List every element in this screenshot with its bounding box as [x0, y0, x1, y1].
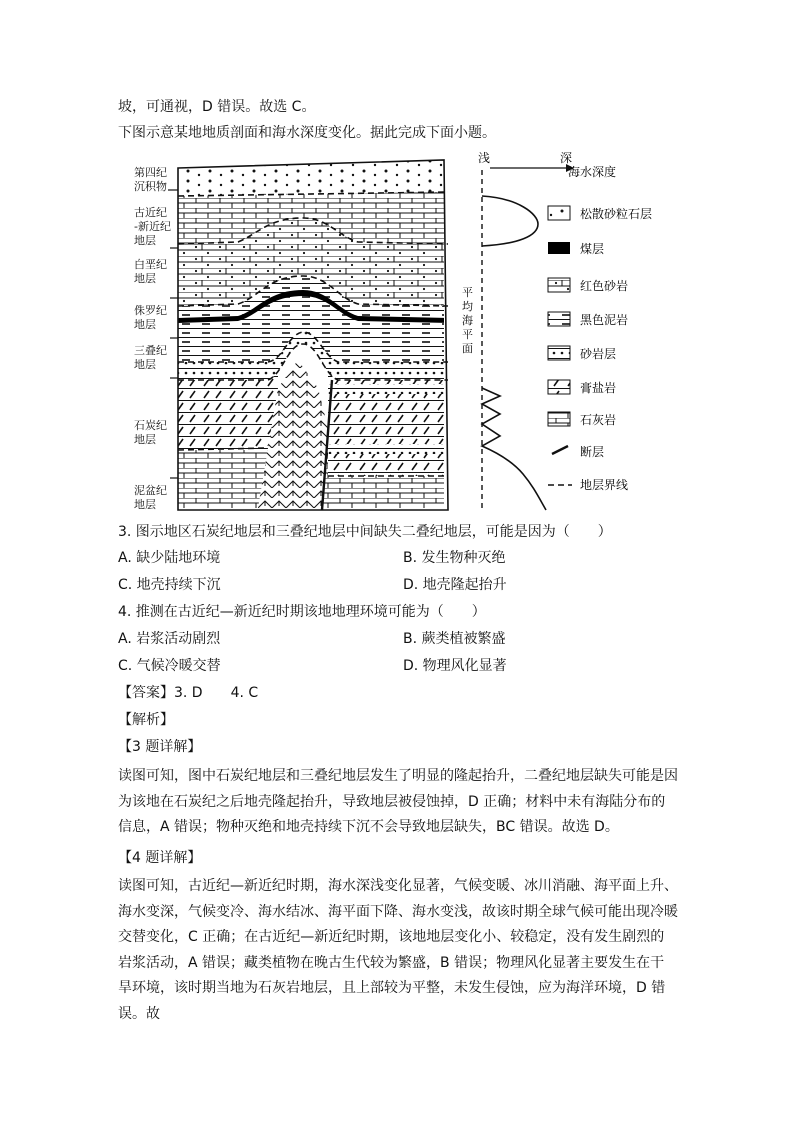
sea-level-label — [462, 286, 473, 355]
q3-option-a: A. 缺少陆地环境 — [118, 550, 221, 566]
q4-option-c: C. 气候冷暖交替 — [118, 658, 221, 674]
top-line: 坡，可通视，D 错误。故选 C。 — [118, 99, 316, 115]
label-carboniferous: 石炭纪地层 — [134, 419, 167, 446]
legend-item-red-sandstone — [548, 278, 628, 293]
svg-text:红色砂岩: 红色砂岩 — [580, 279, 629, 293]
q3-option-b: B. 发生物种灭绝 — [403, 550, 506, 566]
depth-shallow-label: 浅 — [478, 151, 491, 165]
legend-item-coal — [548, 241, 604, 256]
legend-item-fault — [552, 444, 604, 459]
svg-text:黑色泥岩: 黑色泥岩 — [580, 313, 629, 327]
label-paleogene: 古近纪-新近纪地层 — [134, 206, 171, 247]
intro-line: 下图示意某地地质剖面和海水深度变化。据此完成下面小题。 — [118, 125, 496, 141]
detail-4-body: 读图可知，古近纪—新近纪时期，海水深浅变化显著，气候变暖、冰川消融、海平面上升、海水变深，气候变冷、海水结冰、海平面下降、海水变浅，故该时期全球气候可能出现冷暖交替变化，C 正确；在古近纪—新近纪时期，该地地层变化小、较稳定，没有发生剧烈的岩浆活动，A 错误；藏类植物在晚古生代较为繁盛，B 错误；物理风化显著主要发生在干旱环境，该时期当地为石灰岩地层，且上部较为平整，未发生侵蚀，应为海洋环境，D 错误。故 — [118, 878, 678, 1022]
svg-text:断层: 断层 — [580, 445, 605, 459]
answer-line: 【答案】3. D 4. C — [118, 685, 259, 701]
svg-text:平: 平 — [462, 328, 473, 341]
geology-figure — [118, 148, 678, 520]
q3-option-c: C. 地壳持续下沉 — [118, 577, 221, 593]
legend-item-black-mudstone — [548, 312, 628, 327]
svg-text:面: 面 — [462, 342, 473, 355]
q3-option-d: D. 地壳隆起抬升 — [403, 577, 507, 593]
q3-stem: 3. 图示地区石炭纪地层和三叠纪地层中间缺失二叠纪地层，可能是因为（ ） — [118, 524, 612, 540]
depth-title: 海水深度 — [568, 165, 617, 179]
legend-item-gypsum — [548, 380, 616, 395]
svg-text:松散砂粒石层: 松散砂粒石层 — [580, 207, 653, 221]
q4-option-b: B. 蕨类植被繁盛 — [403, 631, 506, 647]
legend-item-limestone — [548, 412, 616, 427]
label-triassic: 三叠纪地层 — [134, 344, 167, 371]
label-quaternary: 第四纪沉积物 — [134, 166, 167, 193]
depth-deep-label: 深 — [560, 151, 573, 165]
detail-3-body: 读图可知，图中石炭纪地层和三叠纪地层发生了明显的隆起抬升，二叠纪地层缺失可能是因为该地在石炭纪之后地壳隆起抬升，导致地层被侵蚀掉，D 正确；材料中未有海陆分布的信息，A 错误；物种灭绝和地壳持续下沉不会导致地层缺失，BC 错误。故选 D。 — [118, 768, 678, 836]
q4-option-d: D. 物理风化显著 — [403, 658, 507, 674]
q4-stem: 4. 推测在古近纪—新近纪时期该地地理环境可能为（ ） — [118, 604, 486, 620]
cross-section — [178, 160, 448, 510]
svg-text:地层界线: 地层界线 — [580, 478, 629, 492]
detail-3-heading: 【3 题详解】 — [118, 739, 202, 755]
detail-4-heading: 【4 题详解】 — [118, 850, 202, 866]
depth-curve-lower — [482, 388, 546, 510]
svg-text:煤层: 煤层 — [580, 242, 605, 256]
label-devonian: 泥盆纪地层 — [134, 484, 167, 511]
svg-text:砂岩层: 砂岩层 — [580, 347, 617, 361]
label-cretaceous: 白垩纪地层 — [134, 258, 167, 285]
legend-item-loose-gravel — [548, 206, 652, 221]
label-jurassic: 侏罗纪地层 — [134, 304, 167, 331]
legend-item-sandstone — [548, 346, 616, 361]
legend-item-boundary — [548, 477, 628, 492]
legend — [548, 206, 652, 492]
svg-text:海: 海 — [462, 314, 473, 327]
strata-labels — [134, 166, 171, 511]
svg-text:石灰岩: 石灰岩 — [580, 413, 617, 427]
svg-text:膏盐岩: 膏盐岩 — [580, 381, 617, 395]
svg-text:均: 均 — [462, 300, 473, 313]
analysis-heading: 【解析】 — [118, 712, 174, 728]
q4-option-a: A. 岩浆活动剧烈 — [118, 631, 221, 647]
svg-text:平: 平 — [462, 286, 473, 299]
depth-curve-upper — [482, 196, 538, 246]
